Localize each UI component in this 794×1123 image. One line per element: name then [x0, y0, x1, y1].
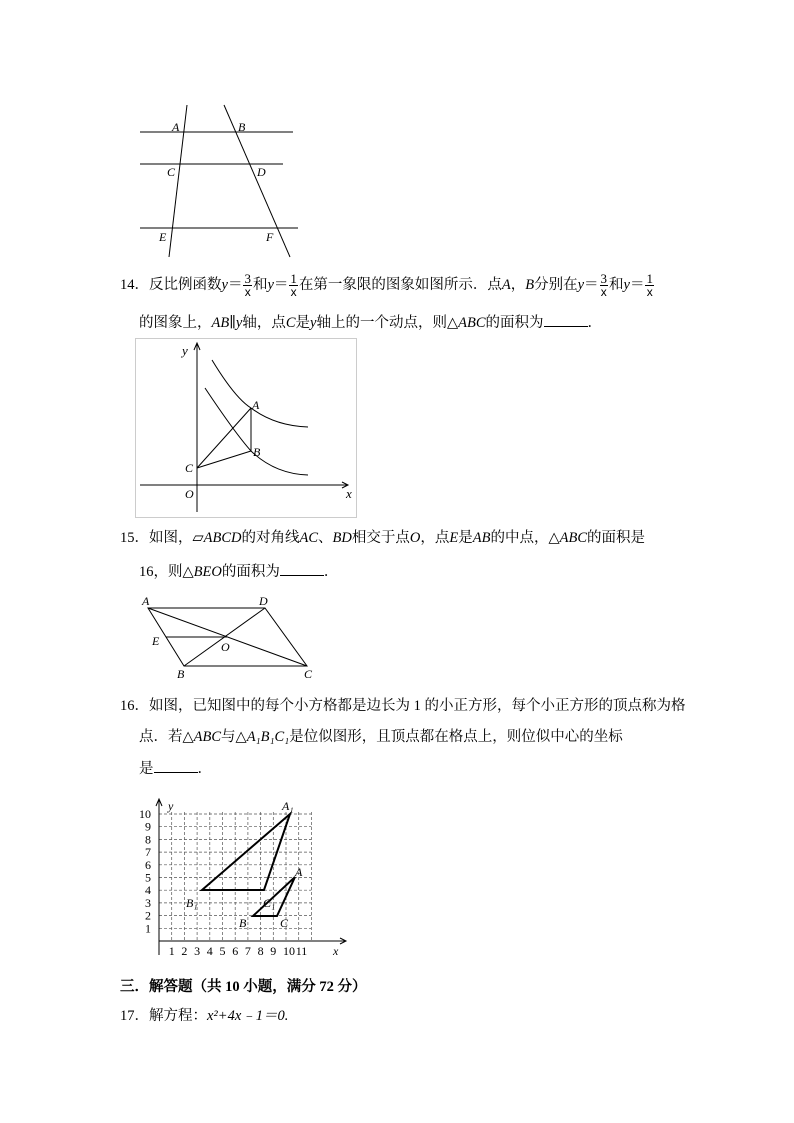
label-E: E: [152, 634, 160, 648]
label-C: C: [280, 916, 289, 930]
label-C1: C₁: [263, 896, 276, 910]
y-tick-label: 1: [145, 921, 151, 936]
label-O: O: [221, 640, 230, 654]
x-tick-label: 1: [168, 944, 175, 958]
y-tick-label: 8: [145, 832, 151, 847]
label-O: O: [185, 487, 194, 501]
inverse-function-figure: [135, 338, 357, 518]
label-A1: A₁: [282, 799, 294, 813]
y-tick-label: 2: [145, 908, 151, 923]
y-tick-label: 7: [145, 845, 151, 860]
fraction-1-over-x-2: $\frac{1}{x}$: [646, 271, 653, 299]
label-B1: B₁: [186, 896, 198, 910]
answer-blank: [544, 312, 588, 327]
grid-figure: [135, 795, 353, 965]
q17-line: 17．解方程：x²+4x﹣1＝0.: [120, 1008, 289, 1024]
label-A: A: [295, 865, 303, 879]
curve-3-over-x: [212, 360, 308, 427]
y-tick-label: 9: [145, 819, 151, 834]
q16-line1: 16．如图，已知图中的每个小方格都是边长为 1 的小正方形，每个小正方形的顶点称为格: [120, 698, 686, 714]
x-tick-label: 10: [283, 944, 295, 958]
q14-line1: 14．反比例函数y＝ $\frac{3}{x}$ 和y＝ $\frac{1}{x}$ 在第一象限的图象如图所示．点A，B分别在y＝ $\frac{3}{x}$ 和y＝ $\frac{1}{x}$: [120, 271, 653, 299]
label-y: y: [168, 799, 174, 813]
q16-line2: 点．若△ABC与△A₁B₁C₁是位似图形，且顶点都在格点上，则位似中心的坐标: [139, 729, 623, 745]
label-x: x: [333, 944, 339, 958]
y-tick-label: 10: [139, 807, 151, 821]
q15-line1: 15．如图，▱ABCD的对角线AC、BD相交于点O，点E是AB的中点，△ABC的面积是: [120, 530, 645, 546]
q15-line2: 16，则△BEO的面积为 ．: [139, 561, 338, 582]
y-tick-label: 5: [145, 870, 151, 885]
y-tick-label: 3: [145, 895, 151, 910]
label-A: A: [172, 120, 180, 134]
label-B: B: [239, 916, 247, 930]
label-D: D: [257, 165, 266, 179]
label-B: B: [238, 120, 246, 134]
label-A: A: [252, 398, 260, 412]
label-F: F: [266, 230, 274, 244]
parallelogram-figure: [138, 592, 328, 682]
label-A: A: [142, 594, 150, 608]
x-tick-label: 7: [244, 944, 251, 958]
fraction-3-over-x-2: $\frac{3}{x}$: [600, 271, 608, 299]
figure-border: [136, 339, 357, 518]
x-tick-label: 6: [232, 944, 239, 958]
label-B: B: [253, 445, 261, 459]
x-tick-label: 5: [219, 944, 226, 958]
label-C: C: [185, 461, 194, 475]
answer-blank: [280, 561, 324, 576]
x-tick-label: 9: [270, 944, 277, 958]
parallel-lines-figure: [135, 100, 305, 260]
x-tick-label: 2: [181, 944, 188, 958]
section-heading: 三．解答题（共 10 小题，满分 72 分）: [120, 979, 367, 995]
q14-line2: 的图象上，AB∥y轴，点C是y轴上的一个动点，则△ABC的面积为 ．: [139, 312, 602, 333]
transversal-right: [224, 105, 290, 257]
q16-line3: 是 ．: [139, 758, 212, 779]
label-B: B: [177, 667, 185, 681]
x-tick-label: 3: [194, 944, 201, 958]
label-D: D: [259, 594, 268, 608]
label-x: x: [346, 486, 352, 501]
label-E: E: [159, 230, 167, 244]
fraction-3-over-x: $\frac{3}{x}$: [244, 271, 251, 299]
label-C: C: [167, 165, 176, 179]
y-tick-label: 6: [145, 857, 151, 872]
answer-blank: [154, 758, 198, 773]
x-tick-label: 4: [206, 944, 213, 958]
label-y: y: [182, 343, 188, 358]
label-C: C: [304, 667, 313, 681]
x-tick-label: 8: [257, 944, 264, 958]
fraction-1-over-x: $\frac{1}{x}$: [290, 271, 297, 299]
x-tick-label: 11: [295, 944, 308, 958]
y-tick-label: 4: [145, 883, 151, 898]
